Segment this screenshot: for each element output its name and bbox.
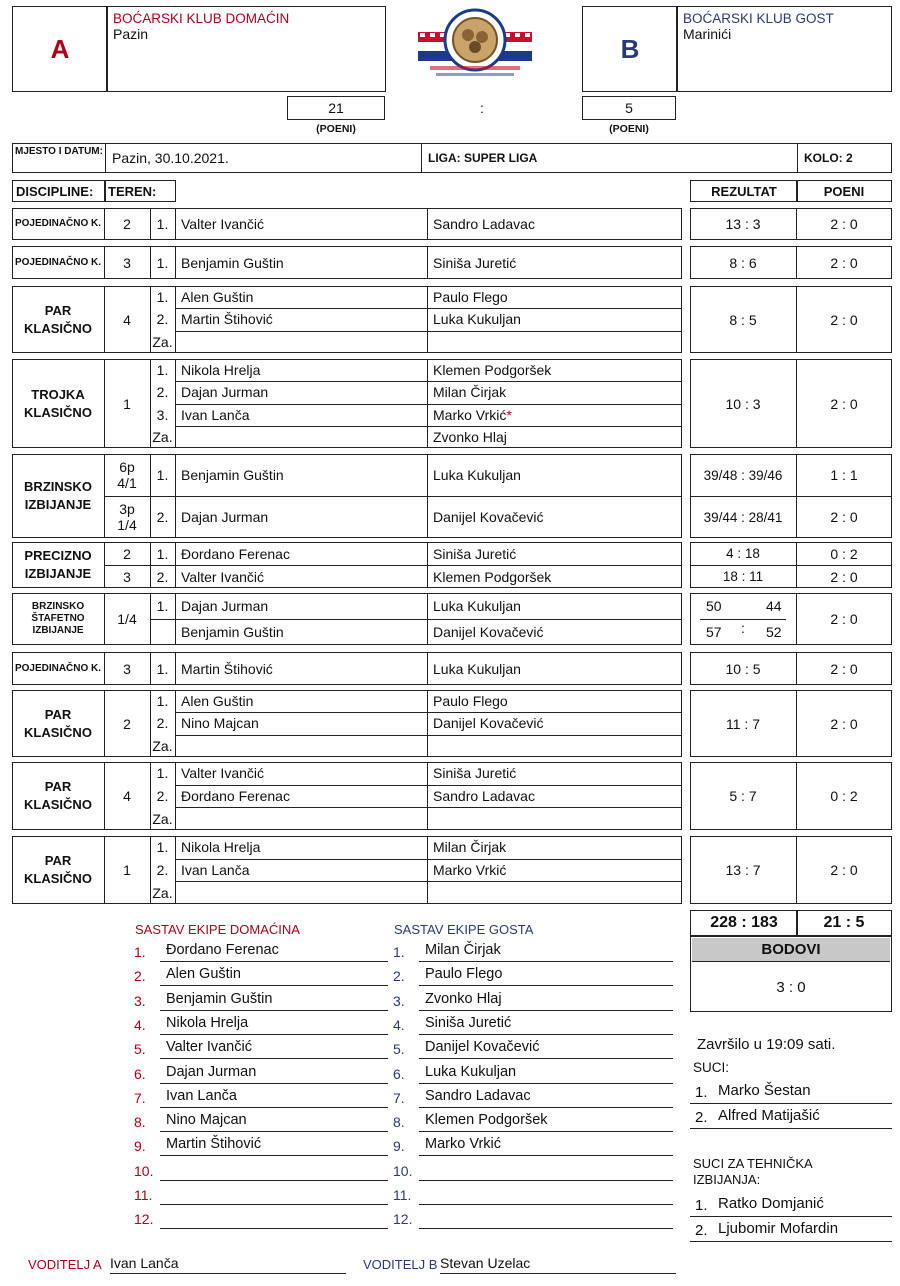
home-player: Nino Majcan [181, 715, 259, 732]
home-player: Nikola Hrelja [181, 839, 261, 856]
leader-b-label: VODITELJ B [363, 1257, 438, 1272]
guest-player-name: Marko Vrkić [433, 861, 507, 878]
court-value: 2 [123, 545, 131, 562]
relay-home-2: 57 [706, 624, 722, 640]
guest-club-name: Marinići [683, 26, 732, 42]
row-number: 2. [156, 568, 169, 585]
roster-number: 5. [134, 1041, 146, 1058]
disciplines-header [12, 180, 106, 202]
roster-player: Dajan Jurman [160, 1064, 388, 1084]
home-player: Dajan Jurman [181, 598, 269, 614]
row-number: 1. [156, 545, 169, 562]
court-value: 6p 4/1 [117, 459, 137, 491]
home-player: Ivan Lanča [181, 861, 250, 878]
discipline-label: PAR KLASIČNO [24, 853, 92, 886]
total-result [690, 910, 798, 936]
points-value: 2 : 0 [830, 611, 858, 627]
roster-player: Nikola Hrelja [160, 1015, 388, 1035]
result-value: 39/48 : 39/46 [703, 467, 783, 483]
roster-player: Sandro Ladavac [419, 1088, 673, 1108]
tech-judges-label: SUCI ZA TEHNIČKA IZBIJANJA: [693, 1156, 812, 1187]
column-divider [175, 246, 176, 279]
row-number: 1. [156, 254, 169, 271]
home-letter-box [12, 6, 108, 92]
guest-player [433, 619, 544, 645]
discipline-label: PAR KLASIČNO [24, 779, 92, 812]
home-club-label: BOĆARSKI KLUB DOMAĆIN [113, 11, 290, 26]
roster-player: Nino Majcan [160, 1112, 388, 1132]
home-letter: A [50, 33, 70, 64]
result-value: 8 : 6 [729, 254, 757, 271]
home-player: Alen Guštin [181, 289, 254, 306]
guest-player-name: Klemen Podgoršek [433, 362, 552, 379]
disciplines-header-text: DISCIPLINE: [16, 183, 94, 199]
guest-player-name: Milan Čirjak [433, 384, 507, 401]
guest-player-name: Zvonko Hlaj [433, 428, 507, 445]
column-divider [175, 208, 176, 240]
row-divider [175, 807, 682, 808]
roster-player: Siniša Juretić [419, 1015, 673, 1035]
guest-player [433, 652, 521, 685]
total-points [796, 910, 892, 936]
guest-points: 5 [625, 100, 633, 116]
roster-number: 8. [134, 1114, 146, 1131]
points-value: 0 : 2 [830, 545, 858, 562]
total-result-text: 228 : 183 [710, 914, 778, 931]
place-label: MJESTO I DATUM: [15, 146, 103, 157]
row-divider [175, 331, 682, 332]
row-number: 1. [156, 839, 169, 856]
court-value: 4 [123, 788, 131, 804]
roster-number: 1. [393, 944, 405, 960]
row-number: 2. [156, 311, 169, 328]
guest-player-name: Klemen Podgoršek [433, 568, 552, 585]
roster-number: 9. [393, 1138, 405, 1155]
relay-home-1: 50 [706, 598, 722, 614]
row-divider [175, 881, 682, 882]
roster-number: 7. [393, 1089, 405, 1106]
points-value: 2 : 0 [830, 395, 858, 412]
column-divider [427, 246, 428, 279]
column-divider [427, 762, 428, 830]
roster-number: 3. [393, 992, 405, 1009]
judge-number: 2. [695, 1222, 708, 1239]
roster-player: Zvonko Hlaj [419, 991, 673, 1011]
roster-player [160, 1185, 388, 1205]
judge-number: 1. [695, 1084, 708, 1101]
judges-label: SUCI: [693, 1060, 730, 1075]
points-value: 2 : 0 [830, 715, 858, 732]
roster-number: 4. [134, 1016, 146, 1033]
court-value: 3 [123, 254, 131, 271]
points-value: 2 : 0 [830, 254, 858, 271]
roster-number: 5. [393, 1041, 405, 1058]
finish-time: Završilo u 19:09 sati. [697, 1036, 836, 1053]
result-value: 13 : 7 [725, 862, 761, 878]
guest-player [433, 426, 507, 448]
red-mark: * [506, 406, 512, 423]
row-number: 2. [156, 509, 169, 525]
row-number: Za. [152, 737, 173, 754]
roster-player: Alen Guštin [160, 966, 388, 986]
discipline-label: PAR KLASIČNO [24, 302, 92, 336]
points-value: 2 : 0 [830, 509, 858, 525]
guest-player [433, 593, 521, 619]
row-divider [175, 735, 682, 736]
roster-player: Paulo Flego [419, 966, 673, 986]
points-header-text: POENI [823, 183, 865, 199]
column-divider [175, 836, 176, 904]
guest-player [433, 404, 512, 426]
discipline-label: BRZINSKO ŠTAFETNO IZBIJANJE [31, 601, 85, 636]
roster-player [419, 1209, 673, 1229]
column-divider [427, 690, 428, 757]
leader-b-name: Stevan Uzelac [440, 1255, 676, 1274]
leader-a-name: Ivan Lanča [110, 1255, 346, 1274]
result-value: 11 : 7 [726, 715, 760, 732]
guest-player-name: Paulo Flego [433, 289, 508, 306]
guest-player-name: Luka Kukuljan [433, 311, 521, 328]
court-value: 1 [123, 395, 131, 412]
row-number: 1. [156, 598, 169, 614]
home-roster-title: SASTAV EKIPE DOMAĆINA [135, 922, 300, 937]
federation-logo [410, 4, 540, 80]
roster-number: 6. [393, 1065, 405, 1082]
points-value: 2 : 0 [830, 216, 858, 232]
points-value: 2 : 0 [830, 862, 858, 878]
roster-player: Klemen Podgoršek [419, 1112, 673, 1132]
round: KOLO: 2 [804, 151, 853, 165]
roster-number: 3. [134, 992, 146, 1009]
roster-player [160, 1209, 388, 1229]
judge-name: Marko Šestan [690, 1082, 892, 1104]
row-divider [175, 426, 682, 427]
row-number: 1. [156, 289, 169, 306]
discipline-label: PRECIZNO IZBIJANJE [24, 548, 92, 581]
guest-letter-box [582, 6, 678, 92]
home-player: Đordano Ferenac [181, 787, 290, 804]
court-header-text: TEREN: [108, 183, 157, 199]
home-player: Martin Štihović [181, 660, 273, 677]
guest-player [433, 359, 551, 381]
column-divider [427, 836, 428, 904]
result-value: 8 : 5 [729, 311, 757, 328]
result-value: 4 : 18 [726, 546, 760, 561]
discipline-label: PAR KLASIČNO [24, 706, 92, 740]
guest-club-label: BOĆARSKI KLUB GOST [683, 11, 834, 26]
bodovi-value [692, 964, 890, 1010]
court-value: 2 [123, 216, 131, 232]
guest-player-name: Siniša Juretić [433, 765, 517, 782]
guest-player [433, 246, 516, 279]
roster-number: 8. [393, 1114, 405, 1131]
roster-number: 2. [393, 968, 405, 985]
guest-player [433, 785, 535, 808]
row-number: 2. [156, 787, 169, 804]
court-value: 3p 1/4 [117, 501, 137, 533]
home-player: Valter Ivančić [181, 568, 264, 585]
row-number: Za. [152, 810, 173, 827]
guest-player-name: Luka Kukuljan [433, 660, 521, 677]
row-number: Za. [152, 884, 173, 901]
result-value: 10 : 5 [725, 660, 761, 677]
points-value: 2 : 0 [830, 311, 858, 328]
result-value: 13 : 3 [725, 216, 761, 232]
discipline-label: BRZINSKO IZBIJANJE [24, 479, 92, 512]
home-player: Valter Ivančić [181, 216, 264, 232]
row-number: 2. [156, 861, 169, 878]
column-divider [427, 652, 428, 685]
guest-roster-title: SASTAV EKIPE GOSTA [394, 922, 534, 937]
discipline-label: POJEDINAČNO K. [14, 218, 102, 229]
column-divider [427, 286, 428, 353]
guest-player-name: Danijel Kovačević [433, 715, 544, 732]
guest-player-name: Siniša Juretić [433, 254, 517, 271]
roster-player: Valter Ivančić [160, 1039, 388, 1059]
column-divider [175, 690, 176, 757]
row-divider [175, 404, 682, 405]
roster-player: Luka Kukuljan [419, 1064, 673, 1084]
roster-player: Marko Vrkić [419, 1136, 673, 1156]
column-divider [175, 762, 176, 830]
guest-player [433, 762, 516, 785]
guest-player [433, 381, 506, 403]
guest-player [433, 496, 544, 538]
home-player: Benjamin Guštin [181, 467, 284, 483]
home-player: Ivan Lanča [181, 406, 250, 423]
court-value: 3 [123, 660, 131, 677]
row-number: 1. [156, 693, 169, 710]
result-header-text: REZULTAT [711, 183, 777, 199]
points-value: 0 : 2 [830, 788, 858, 804]
relay-guest-1: 44 [766, 598, 782, 614]
court-value: 1 [123, 862, 131, 878]
roster-player [419, 1185, 673, 1205]
guest-club-box [676, 6, 892, 92]
roster-number: 11. [134, 1187, 153, 1203]
judge-number: 1. [695, 1197, 708, 1214]
judge-name: Ljubomir Mofardin [690, 1220, 892, 1242]
guest-player [433, 565, 551, 588]
row-number: Za. [152, 333, 173, 350]
discipline-label: POJEDINAČNO K. [14, 256, 102, 268]
judge-name: Ratko Domjanić [690, 1195, 892, 1217]
roster-player: Ivan Lanča [160, 1088, 388, 1108]
row-number: Za. [152, 428, 173, 445]
row-number: 1. [156, 216, 169, 232]
points-value: 2 : 0 [830, 568, 858, 585]
roster-number: 12. [393, 1211, 413, 1228]
relay-separator: : [741, 620, 745, 636]
guest-player [433, 542, 516, 565]
roster-player: Milan Čirjak [419, 942, 673, 962]
row-number: 1. [156, 362, 169, 379]
result-header [690, 180, 798, 202]
home-player: Nikola Hrelja [181, 362, 261, 379]
row-number [150, 619, 175, 645]
guest-player [433, 712, 544, 734]
discipline-label: TROJKA KLASIČNO [24, 386, 92, 420]
home-player: Benjamin Guštin [181, 254, 284, 271]
points-separator: : [480, 100, 484, 116]
total-points-text: 21 : 5 [823, 914, 865, 931]
row-number: 1. [156, 660, 169, 677]
roster-number: 2. [134, 968, 146, 985]
roster-player: Danijel Kovačević [419, 1039, 673, 1059]
court-value: 2 [123, 715, 131, 732]
roster-number: 9. [134, 1138, 146, 1155]
leader-a-label: VODITELJ A [28, 1257, 102, 1272]
roster-player: Đordano Ferenac [160, 942, 388, 962]
guest-player-name: Paulo Flego [433, 693, 508, 710]
court-value: 3 [123, 568, 131, 585]
guest-player [433, 208, 535, 240]
home-player: Alen Guštin [181, 693, 254, 710]
home-player: Benjamin Guštin [181, 624, 284, 640]
guest-player [433, 286, 508, 308]
home-points: 21 [328, 100, 344, 116]
home-club-name: Pazin [113, 26, 149, 42]
row-number: 1. [156, 467, 169, 483]
guest-player [433, 859, 506, 882]
roster-number: 7. [134, 1089, 146, 1106]
roster-number: 10. [134, 1162, 154, 1179]
guest-player [433, 690, 508, 712]
guest-player-name: Sandro Ladavac [433, 216, 535, 232]
guest-player [433, 308, 521, 330]
guest-player-name: Milan Čirjak [433, 839, 507, 856]
league: LIGA: SUPER LIGA [428, 151, 538, 165]
guest-player-name: Danijel Kovačević [433, 509, 544, 525]
roster-number: 12. [134, 1211, 154, 1228]
result-value: 18 : 11 [722, 569, 764, 584]
result-value: 10 : 3 [725, 395, 761, 412]
guest-player-name: Luka Kukuljan [433, 467, 521, 483]
guest-player-name: Danijel Kovačević [433, 624, 544, 640]
roster-number: 4. [393, 1016, 405, 1033]
relay-guest-2: 52 [766, 624, 782, 640]
judge-number: 2. [695, 1109, 708, 1126]
result-value: 5 : 7 [729, 788, 757, 804]
home-player: Valter Ivančić [181, 765, 264, 782]
home-points-label: (POENI) [316, 123, 356, 135]
row-number: 3. [156, 406, 169, 423]
home-points-box [287, 96, 385, 120]
home-player: Dajan Jurman [181, 384, 269, 401]
roster-player: Martin Štihović [160, 1136, 388, 1156]
row-number: 2. [156, 384, 169, 401]
home-player: Dajan Jurman [181, 509, 269, 525]
row-number: 1. [156, 765, 169, 782]
points-header [796, 180, 892, 202]
column-divider [175, 652, 176, 685]
court-header [104, 180, 176, 202]
points-value: 2 : 0 [830, 660, 858, 677]
court-value: 4 [123, 311, 131, 328]
guest-player [433, 454, 521, 496]
column-divider [427, 208, 428, 240]
row-divider [175, 859, 682, 860]
row-number: 2. [156, 715, 169, 732]
roster-player: Benjamin Guštin [160, 991, 388, 1011]
bodovi-value-text: 3 : 0 [776, 978, 806, 996]
home-player: Martin Štihović [181, 311, 273, 328]
roster-number: 10. [393, 1162, 413, 1179]
roster-number: 6. [134, 1065, 146, 1082]
roster-number: 11. [393, 1187, 412, 1203]
guest-points-box [582, 96, 676, 120]
court-value: 1/4 [117, 611, 137, 627]
bodovi-label-text: BODOVI [761, 941, 821, 958]
bodovi-label [692, 938, 890, 962]
guest-player-name: Marko Vrkić [433, 406, 507, 423]
judge-name: Alfred Matijašić [690, 1107, 892, 1129]
roster-number: 1. [134, 944, 146, 960]
guest-points-label: (POENI) [609, 123, 649, 135]
guest-player-name: Sandro Ladavac [433, 787, 535, 804]
guest-player-name: Luka Kukuljan [433, 598, 521, 614]
roster-player [419, 1161, 673, 1181]
place-value: Pazin, 30.10.2021. [112, 150, 229, 166]
discipline-label: POJEDINAČNO K. [14, 662, 102, 674]
home-player: Đordano Ferenac [181, 545, 290, 562]
guest-player [433, 836, 506, 859]
result-value: 39/44 : 28/41 [703, 509, 783, 525]
column-divider [175, 286, 176, 353]
guest-letter: B [620, 33, 640, 64]
home-club-box [106, 6, 386, 92]
points-value: 1 : 1 [830, 467, 858, 483]
guest-player-name: Siniša Juretić [433, 545, 517, 562]
roster-player [160, 1161, 388, 1181]
